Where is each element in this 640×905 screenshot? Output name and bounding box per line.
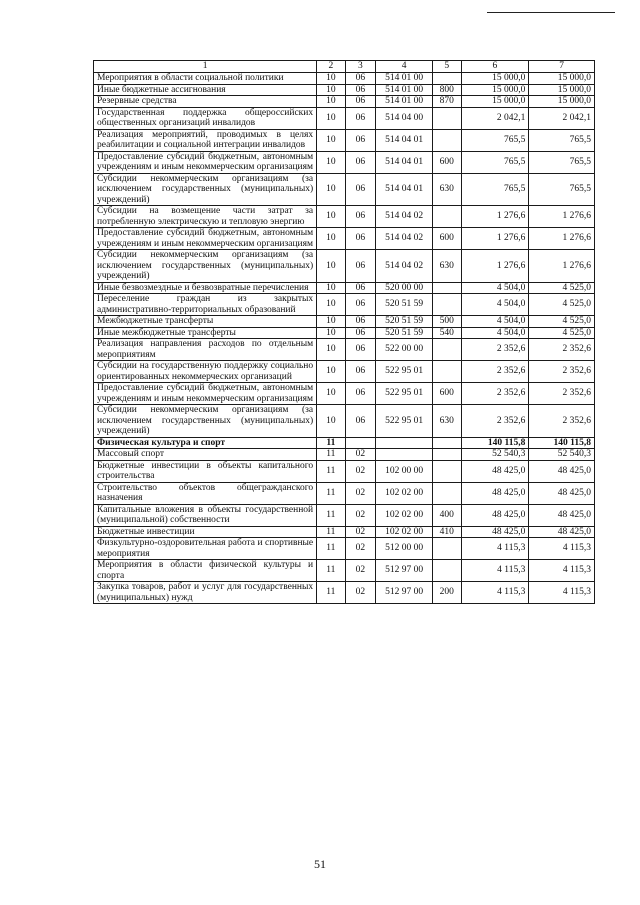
table-row [94, 405, 595, 438]
target-article-cell: 514 01 00 [376, 84, 433, 96]
expense-type-cell [433, 339, 461, 361]
amount-col6-cell: 2 042,1 [461, 107, 529, 129]
section-code-cell: 10 [317, 294, 345, 316]
subsection-code-cell: 06 [345, 383, 376, 405]
expense-type-cell [433, 129, 461, 151]
expense-type-cell [433, 460, 461, 482]
expense-type-cell [433, 560, 461, 582]
subsection-code-cell: 02 [345, 449, 376, 461]
row-name-cell: Строительство объектов общегражданского назначения [94, 482, 317, 504]
amount-col7-cell: 15 000,0 [529, 73, 595, 85]
table-row [94, 129, 595, 151]
expense-type-cell [433, 482, 461, 504]
expense-type-cell [433, 437, 461, 449]
amount-col7-cell: 1 276,6 [529, 206, 595, 228]
section-code-cell: 11 [317, 437, 345, 449]
row-name-cell: Субсидии на государственную поддержку социально ориентированных некоммерческих организаций [94, 361, 317, 383]
amount-col6-cell: 765,5 [461, 173, 529, 206]
amount-col6-cell: 1 276,6 [461, 228, 529, 250]
amount-col6-cell: 48 425,0 [461, 460, 529, 482]
expense-type-cell: 630 [433, 173, 461, 206]
row-name-cell: Физическая культура и спорт [94, 437, 317, 449]
amount-col7-cell: 48 425,0 [529, 460, 595, 482]
table-row [94, 526, 595, 538]
table-row [94, 327, 595, 339]
amount-col6-cell: 15 000,0 [461, 73, 529, 85]
expense-type-cell: 540 [433, 327, 461, 339]
row-name-cell: Предоставление субсидий бюджетным, автономным учреждениям и иным некоммерческим организациям [94, 383, 317, 405]
subsection-code-cell: 06 [345, 405, 376, 438]
amount-col7-cell: 140 115,8 [529, 437, 595, 449]
subsection-code-cell: 06 [345, 250, 376, 283]
amount-col6-cell: 4 504,0 [461, 327, 529, 339]
row-name-cell: Государственная поддержка общероссийских общественных организаций инвалидов [94, 107, 317, 129]
expense-type-cell [433, 282, 461, 294]
subsection-code-cell: 02 [345, 538, 376, 560]
amount-col6-cell: 1 276,6 [461, 206, 529, 228]
column-header: 1 [94, 61, 317, 73]
amount-col6-cell: 52 540,3 [461, 449, 529, 461]
target-article-cell: 102 02 00 [376, 526, 433, 538]
expense-type-cell: 400 [433, 504, 461, 526]
row-name-cell: Реализация мероприятий, проводимых в целях реабилитации и социальной интеграции инвалидов [94, 129, 317, 151]
table-row [94, 582, 595, 604]
target-article-cell: 514 04 02 [376, 228, 433, 250]
section-code-cell: 10 [317, 73, 345, 85]
row-name-cell: Субсидии некоммерческим организациям (за исключением государственных (муниципальных) учреждений) [94, 173, 317, 206]
section-code-cell: 11 [317, 538, 345, 560]
expense-type-cell [433, 361, 461, 383]
amount-col6-cell: 48 425,0 [461, 482, 529, 504]
table-row [94, 538, 595, 560]
table-row [94, 449, 595, 461]
subsection-code-cell: 02 [345, 460, 376, 482]
target-article-cell: 520 51 59 [376, 316, 433, 328]
amount-col6-cell: 2 352,6 [461, 383, 529, 405]
amount-col6-cell: 48 425,0 [461, 526, 529, 538]
section-code-cell: 11 [317, 482, 345, 504]
expense-type-cell: 800 [433, 84, 461, 96]
subsection-code-cell: 06 [345, 361, 376, 383]
amount-col6-cell: 2 352,6 [461, 405, 529, 438]
row-name-cell: Иные межбюджетные трансферты [94, 327, 317, 339]
table-row [94, 504, 595, 526]
target-article-cell: 514 01 00 [376, 73, 433, 85]
amount-col7-cell: 48 425,0 [529, 482, 595, 504]
subsection-code-cell: 06 [345, 228, 376, 250]
table-row [94, 294, 595, 316]
expense-type-cell: 500 [433, 316, 461, 328]
table-row [94, 482, 595, 504]
section-code-cell: 11 [317, 449, 345, 461]
amount-col6-cell: 4 504,0 [461, 294, 529, 316]
row-name-cell: Иные бюджетные ассигнования [94, 84, 317, 96]
table-row [94, 460, 595, 482]
amount-col6-cell: 765,5 [461, 129, 529, 151]
expense-type-cell: 630 [433, 250, 461, 283]
row-name-cell: Закупка товаров, работ и услуг для государственных (муниципальных) нужд [94, 582, 317, 604]
section-code-cell: 10 [317, 250, 345, 283]
row-name-cell: Массовый спорт [94, 449, 317, 461]
target-article-cell: 102 02 00 [376, 482, 433, 504]
subsection-code-cell: 06 [345, 206, 376, 228]
top-rule [487, 12, 615, 13]
expense-type-cell: 630 [433, 405, 461, 438]
amount-col7-cell: 15 000,0 [529, 96, 595, 108]
subsection-code-cell: 06 [345, 316, 376, 328]
target-article-cell: 512 97 00 [376, 560, 433, 582]
budget-table [93, 60, 595, 604]
target-article-cell: 522 95 01 [376, 383, 433, 405]
table-header-row [94, 61, 595, 73]
target-article-cell: 522 95 01 [376, 405, 433, 438]
table-row [94, 316, 595, 328]
amount-col7-cell: 2 352,6 [529, 361, 595, 383]
amount-col7-cell: 4 525,0 [529, 316, 595, 328]
expense-type-cell [433, 206, 461, 228]
row-name-cell: Субсидии на возмещение части затрат за потребленную электрическую и тепловую энергию [94, 206, 317, 228]
amount-col6-cell: 4 504,0 [461, 282, 529, 294]
amount-col6-cell: 15 000,0 [461, 84, 529, 96]
expense-type-cell: 870 [433, 96, 461, 108]
table-row [94, 282, 595, 294]
table-row [94, 84, 595, 96]
table-row [94, 560, 595, 582]
expense-type-cell: 410 [433, 526, 461, 538]
expense-type-cell: 600 [433, 383, 461, 405]
target-article-cell [376, 437, 433, 449]
section-code-cell: 11 [317, 582, 345, 604]
target-article-cell: 514 04 01 [376, 151, 433, 173]
section-code-cell: 10 [317, 228, 345, 250]
section-code-cell: 11 [317, 504, 345, 526]
amount-col6-cell: 4 504,0 [461, 316, 529, 328]
amount-col7-cell: 4 115,3 [529, 538, 595, 560]
expense-type-cell: 200 [433, 582, 461, 604]
amount-col6-cell: 4 115,3 [461, 538, 529, 560]
subsection-code-cell: 06 [345, 173, 376, 206]
expense-type-cell [433, 73, 461, 85]
amount-col7-cell: 2 352,6 [529, 339, 595, 361]
amount-col7-cell: 4 115,3 [529, 560, 595, 582]
row-name-cell: Резервные средства [94, 96, 317, 108]
amount-col7-cell: 765,5 [529, 173, 595, 206]
row-name-cell: Реализация направления расходов по отдельным мероприятиям [94, 339, 317, 361]
target-article-cell: 514 04 02 [376, 206, 433, 228]
target-article-cell: 514 04 00 [376, 107, 433, 129]
amount-col7-cell: 4 525,0 [529, 327, 595, 339]
amount-col6-cell: 140 115,8 [461, 437, 529, 449]
section-code-cell: 11 [317, 460, 345, 482]
section-code-cell: 10 [317, 327, 345, 339]
target-article-cell: 514 01 00 [376, 96, 433, 108]
row-name-cell: Физкультурно-оздоровительная работа и спортивные мероприятия [94, 538, 317, 560]
subsection-code-cell: 02 [345, 482, 376, 504]
page-number: 51 [314, 857, 326, 871]
target-article-cell: 520 00 00 [376, 282, 433, 294]
amount-col6-cell: 765,5 [461, 151, 529, 173]
column-header: 5 [433, 61, 461, 73]
row-name-cell: Бюджетные инвестиции в объекты капитального строительства [94, 460, 317, 482]
table-row [94, 206, 595, 228]
subsection-code-cell: 06 [345, 84, 376, 96]
section-code-cell: 11 [317, 560, 345, 582]
subsection-code-cell: 06 [345, 294, 376, 316]
row-name-cell: Переселение граждан из закрытых административно-территориальных образований [94, 294, 317, 316]
table-row [94, 151, 595, 173]
subsection-code-cell: 06 [345, 282, 376, 294]
row-name-cell: Субсидии некоммерческим организациям (за исключением государственных (муниципальных) учреждений) [94, 250, 317, 283]
expense-type-cell: 600 [433, 228, 461, 250]
section-code-cell: 10 [317, 84, 345, 96]
subsection-code-cell: 06 [345, 129, 376, 151]
section-code-cell: 10 [317, 316, 345, 328]
subsection-code-cell: 02 [345, 560, 376, 582]
table-row [94, 361, 595, 383]
amount-col7-cell: 4 525,0 [529, 294, 595, 316]
target-article-cell: 512 97 00 [376, 582, 433, 604]
table-row [94, 339, 595, 361]
amount-col7-cell: 2 352,6 [529, 383, 595, 405]
section-code-cell: 10 [317, 383, 345, 405]
subsection-code-cell: 06 [345, 151, 376, 173]
section-code-cell: 10 [317, 282, 345, 294]
table-row [94, 383, 595, 405]
amount-col7-cell: 4 115,3 [529, 582, 595, 604]
subsection-code-cell: 06 [345, 339, 376, 361]
subsection-code-cell: 02 [345, 582, 376, 604]
row-name-cell: Иные безвозмездные и безвозвратные перечисления [94, 282, 317, 294]
row-name-cell: Мероприятия в области физической культуры и спорта [94, 560, 317, 582]
expense-type-cell [433, 449, 461, 461]
section-code-cell: 10 [317, 361, 345, 383]
amount-col6-cell: 15 000,0 [461, 96, 529, 108]
amount-col7-cell: 765,5 [529, 151, 595, 173]
section-code-cell: 10 [317, 405, 345, 438]
section-code-cell: 10 [317, 96, 345, 108]
column-header: 7 [529, 61, 595, 73]
row-name-cell: Предоставление субсидий бюджетным, автономным учреждениям и иным некоммерческим организациям [94, 228, 317, 250]
table-row [94, 73, 595, 85]
subsection-code-cell: 02 [345, 526, 376, 538]
amount-col6-cell: 4 115,3 [461, 582, 529, 604]
expense-type-cell [433, 107, 461, 129]
table-row [94, 107, 595, 129]
row-name-cell: Межбюджетные трансферты [94, 316, 317, 328]
table-row [94, 96, 595, 108]
target-article-cell: 514 04 01 [376, 129, 433, 151]
target-article-cell: 520 51 59 [376, 294, 433, 316]
section-code-cell: 10 [317, 206, 345, 228]
subsection-code-cell: 06 [345, 96, 376, 108]
section-code-cell: 10 [317, 339, 345, 361]
column-header: 6 [461, 61, 529, 73]
amount-col7-cell: 1 276,6 [529, 250, 595, 283]
expense-type-cell: 600 [433, 151, 461, 173]
target-article-cell: 512 00 00 [376, 538, 433, 560]
subsection-code-cell: 06 [345, 327, 376, 339]
amount-col7-cell: 2 042,1 [529, 107, 595, 129]
amount-col7-cell: 4 525,0 [529, 282, 595, 294]
row-name-cell: Мероприятия в области социальной политики [94, 73, 317, 85]
table-body [94, 73, 595, 604]
section-code-cell: 11 [317, 526, 345, 538]
subsection-code-cell: 06 [345, 73, 376, 85]
table-row [94, 228, 595, 250]
target-article-cell: 102 02 00 [376, 504, 433, 526]
amount-col7-cell: 1 276,6 [529, 228, 595, 250]
column-header: 4 [376, 61, 433, 73]
table-row [94, 173, 595, 206]
target-article-cell: 522 95 01 [376, 361, 433, 383]
amount-col6-cell: 1 276,6 [461, 250, 529, 283]
target-article-cell: 514 04 01 [376, 173, 433, 206]
amount-col6-cell: 4 115,3 [461, 560, 529, 582]
row-name-cell: Предоставление субсидий бюджетным, автономным учреждениям и иным некоммерческим организациям [94, 151, 317, 173]
amount-col7-cell: 48 425,0 [529, 526, 595, 538]
table-row [94, 250, 595, 283]
section-code-cell: 10 [317, 129, 345, 151]
target-article-cell: 102 00 00 [376, 460, 433, 482]
section-code-cell: 10 [317, 151, 345, 173]
column-header: 2 [317, 61, 345, 73]
column-header: 3 [345, 61, 376, 73]
expense-type-cell [433, 294, 461, 316]
row-name-cell: Бюджетные инвестиции [94, 526, 317, 538]
subsection-code-cell: 06 [345, 107, 376, 129]
amount-col6-cell: 2 352,6 [461, 361, 529, 383]
row-name-cell: Капитальные вложения в объекты государственной (муниципальной) собственности [94, 504, 317, 526]
expense-type-cell [433, 538, 461, 560]
amount-col6-cell: 48 425,0 [461, 504, 529, 526]
amount-col7-cell: 765,5 [529, 129, 595, 151]
amount-col6-cell: 2 352,6 [461, 339, 529, 361]
subsection-code-cell: 02 [345, 504, 376, 526]
section-code-cell: 10 [317, 107, 345, 129]
target-article-cell [376, 449, 433, 461]
target-article-cell: 522 00 00 [376, 339, 433, 361]
row-name-cell: Субсидии некоммерческим организациям (за исключением государственных (муниципальных) учреждений) [94, 405, 317, 438]
amount-col7-cell: 52 540,3 [529, 449, 595, 461]
target-article-cell: 520 51 59 [376, 327, 433, 339]
amount-col7-cell: 2 352,6 [529, 405, 595, 438]
amount-col7-cell: 48 425,0 [529, 504, 595, 526]
table-row [94, 437, 595, 449]
amount-col7-cell: 15 000,0 [529, 84, 595, 96]
subsection-code-cell [345, 437, 376, 449]
section-code-cell: 10 [317, 173, 345, 206]
target-article-cell: 514 04 02 [376, 250, 433, 283]
